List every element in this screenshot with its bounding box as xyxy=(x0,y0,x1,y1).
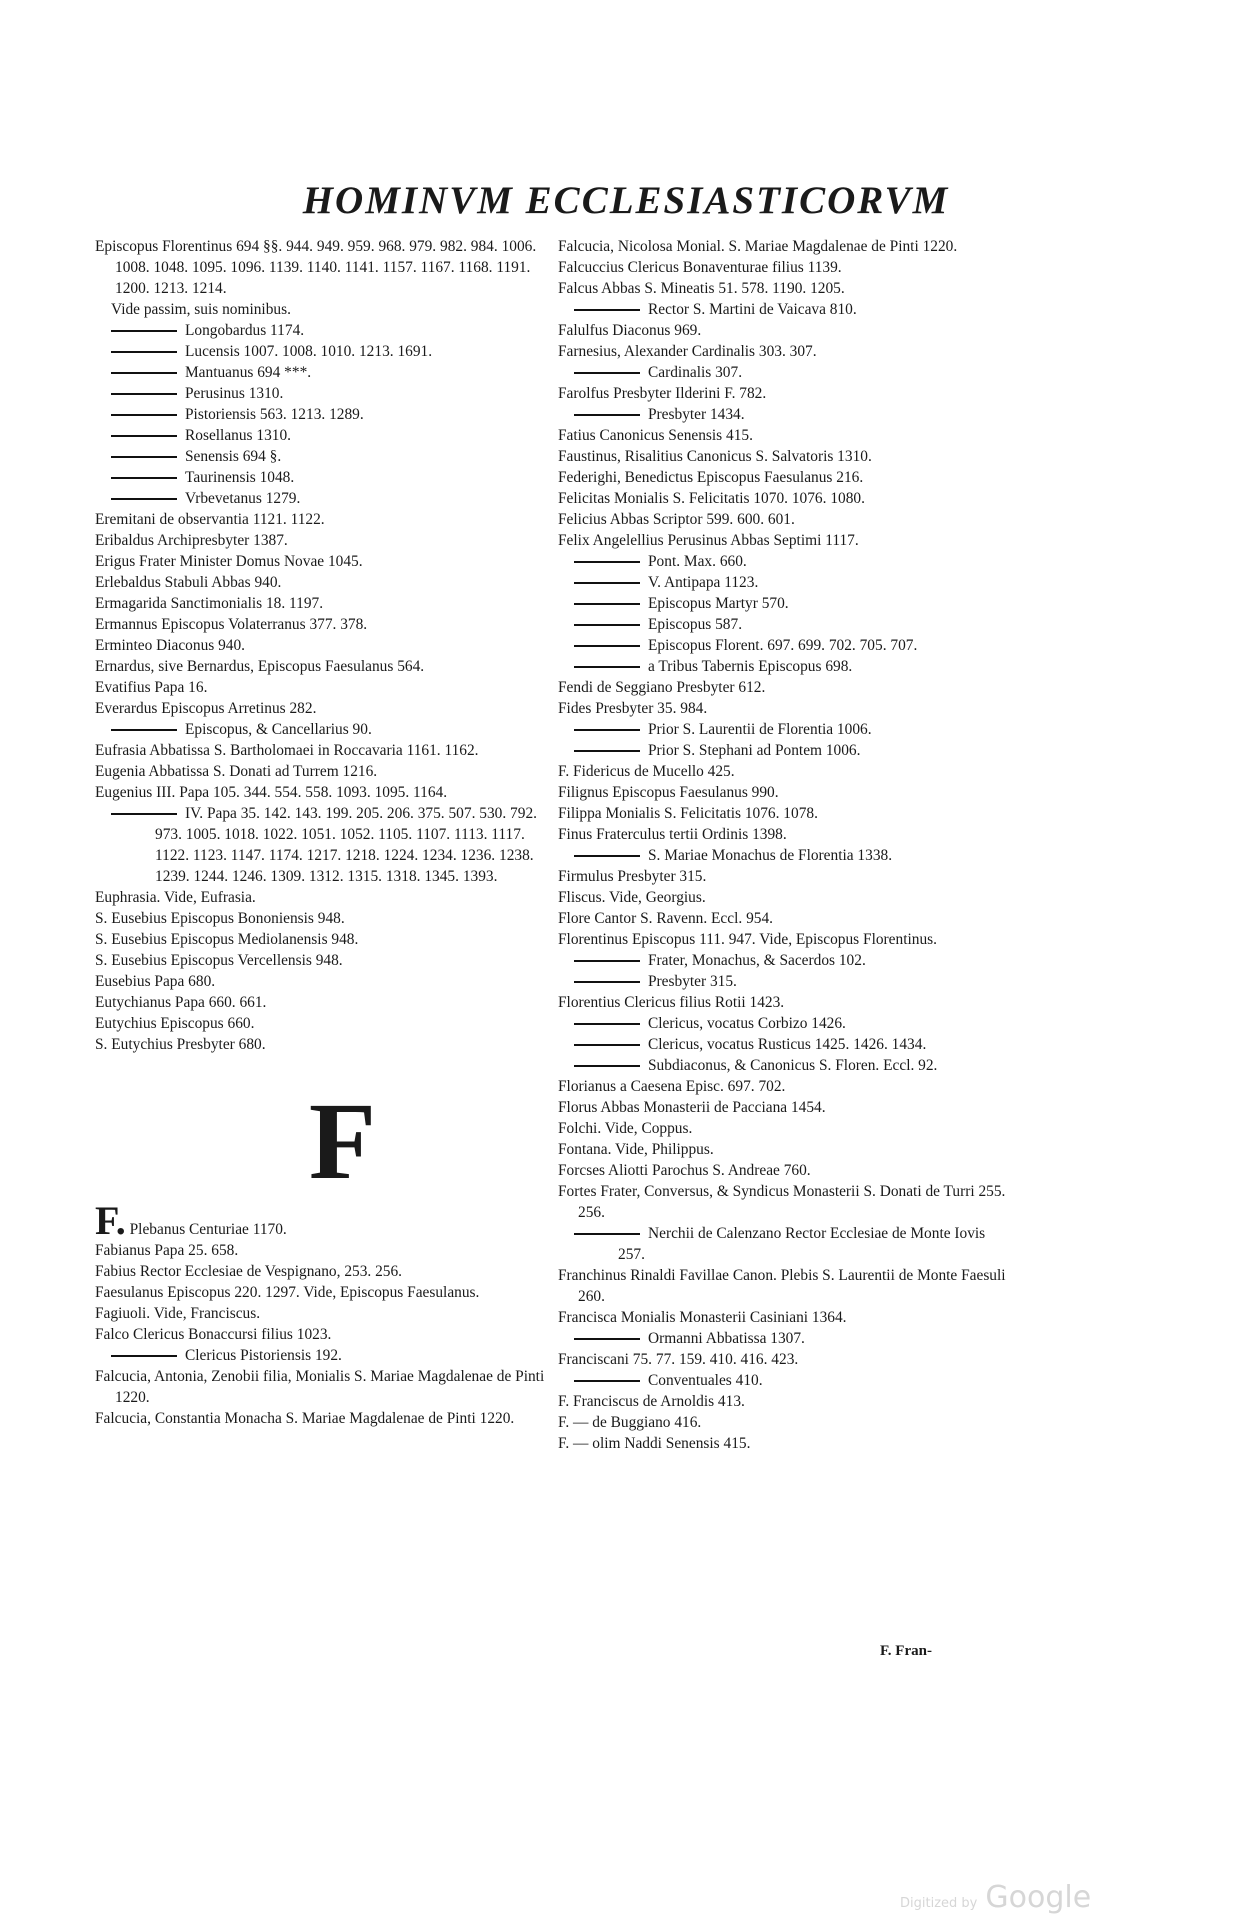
index-entry xyxy=(95,425,550,446)
index-entry xyxy=(558,572,1013,593)
f-first-entry-text: Plebanus Centuriae 1170. xyxy=(129,1221,287,1238)
repeat-dash xyxy=(574,624,640,626)
repeat-dash xyxy=(574,645,640,647)
right-entries xyxy=(558,236,1013,1454)
index-entry xyxy=(95,551,550,572)
entry-text: S. Eutychius Presbyter 680. xyxy=(95,1036,266,1053)
entry-text: Faustinus, Risalitius Canonicus S. Salvatoris 1310. xyxy=(558,448,872,465)
entry-text: Cardinalis 307. xyxy=(648,364,743,381)
index-entry xyxy=(95,383,550,404)
index-entry xyxy=(95,698,550,719)
repeat-dash xyxy=(111,414,177,416)
index-entry xyxy=(558,320,1013,341)
entry-text: Clericus, vocatus Corbizo 1426. xyxy=(648,1015,846,1032)
index-entry xyxy=(558,1223,1013,1265)
repeat-dash xyxy=(574,372,640,374)
index-entry xyxy=(558,740,1013,761)
entry-text: Franciscani 75. 77. 159. 410. 416. 423. xyxy=(558,1351,799,1368)
index-entry xyxy=(558,1118,1013,1139)
entry-text: Rosellanus 1310. xyxy=(185,427,292,444)
repeat-dash xyxy=(111,456,177,458)
entry-text: Evatifius Papa 16. xyxy=(95,679,208,696)
index-entry xyxy=(558,1328,1013,1349)
index-entry xyxy=(95,761,550,782)
index-entry xyxy=(558,614,1013,635)
index-entry xyxy=(558,362,1013,383)
index-entry xyxy=(558,1034,1013,1055)
entry-text: Eutychius Episcopus 660. xyxy=(95,1015,255,1032)
index-entry xyxy=(558,1076,1013,1097)
index-entry xyxy=(558,530,1013,551)
left-column xyxy=(95,236,550,1429)
entry-text: Federighi, Benedictus Episcopus Faesulanus 216. xyxy=(558,469,864,486)
index-entry xyxy=(558,1055,1013,1076)
entry-text: Falulfus Diaconus 969. xyxy=(558,322,702,339)
entry-text: Felix Angelellius Perusinus Abbas Septimi 1117. xyxy=(558,532,859,549)
entry-text: Presbyter 315. xyxy=(648,973,737,990)
index-entry xyxy=(558,950,1013,971)
entry-text: Pont. Max. 660. xyxy=(648,553,747,570)
repeat-dash xyxy=(574,1023,640,1025)
index-entry xyxy=(95,971,550,992)
repeat-dash xyxy=(574,960,640,962)
index-entry xyxy=(95,320,550,341)
entry-text: Farolfus Presbyter Ilderini F. 782. xyxy=(558,385,767,402)
index-entry xyxy=(95,1240,550,1261)
left-entries xyxy=(95,236,550,1055)
repeat-dash xyxy=(574,1380,640,1382)
entry-text: Clericus, vocatus Rusticus 1425. 1426. 1434. xyxy=(648,1036,927,1053)
entry-text: Falcus Abbas S. Mineatis 51. 578. 1190. 1205. xyxy=(558,280,845,297)
index-entry xyxy=(95,1261,550,1282)
index-entry xyxy=(95,1366,550,1408)
index-entry xyxy=(95,635,550,656)
entry-text: Prior S. Stephani ad Pontem 1006. xyxy=(648,742,861,759)
index-entry xyxy=(558,299,1013,320)
entry-text: Erminteo Diaconus 940. xyxy=(95,637,246,654)
index-entry xyxy=(95,299,550,320)
entry-text: Erlebaldus Stabuli Abbas 940. xyxy=(95,574,282,591)
repeat-dash xyxy=(574,582,640,584)
repeat-dash xyxy=(111,372,177,374)
index-entry xyxy=(95,908,550,929)
index-entry xyxy=(95,1408,550,1429)
entry-text: S. Mariae Monachus de Florentia 1338. xyxy=(648,847,893,864)
index-entry xyxy=(95,1034,550,1055)
index-entry xyxy=(558,824,1013,845)
repeat-dash xyxy=(111,729,177,731)
index-entry xyxy=(558,383,1013,404)
entry-text: Falco Clericus Bonaccursi filius 1023. xyxy=(95,1326,332,1343)
entry-text: Euphrasia. Vide, Eufrasia. xyxy=(95,889,256,906)
index-entry xyxy=(558,887,1013,908)
repeat-dash xyxy=(111,477,177,479)
repeat-dash xyxy=(111,813,177,815)
index-entry xyxy=(558,908,1013,929)
entry-text: Finus Fraterculus tertii Ordinis 1398. xyxy=(558,826,787,843)
index-entry xyxy=(558,929,1013,950)
entry-text: Eugenius III. Papa 105. 344. 554. 558. 1093. 1095. 1164. xyxy=(95,784,448,801)
entry-text: Episcopus Martyr 570. xyxy=(648,595,789,612)
entry-text: Eutychianus Papa 660. 661. xyxy=(95,994,267,1011)
entry-text: V. Antipapa 1123. xyxy=(648,574,759,591)
entry-text: Faesulanus Episcopus 220. 1297. Vide, Episcopus Faesulanus. xyxy=(95,1284,480,1301)
page-title: HOMINVM ECCLESIASTICORVM xyxy=(302,179,950,222)
index-entry xyxy=(558,719,1013,740)
index-entry xyxy=(558,278,1013,299)
repeat-dash xyxy=(574,729,640,731)
entry-text: Flore Cantor S. Ravenn. Eccl. 954. xyxy=(558,910,774,927)
repeat-dash xyxy=(574,309,640,311)
entry-text: Lucensis 1007. 1008. 1010. 1213. 1691. xyxy=(185,343,433,360)
index-entry xyxy=(95,236,550,299)
entry-text: Fides Presbyter 35. 984. xyxy=(558,700,708,717)
repeat-dash xyxy=(574,750,640,752)
index-entry xyxy=(95,677,550,698)
entry-text: Franchinus Rinaldi Favillae Canon. Plebis S. Laurentii de Monte Faesuli 260. xyxy=(558,1267,1006,1305)
entry-text: Pistoriensis 563. 1213. 1289. xyxy=(185,406,364,423)
repeat-dash xyxy=(574,1044,640,1046)
repeat-dash xyxy=(111,1355,177,1357)
index-entry xyxy=(558,1097,1013,1118)
index-entry xyxy=(95,614,550,635)
entry-text: Falcuccius Clericus Bonaventurae filius 1139. xyxy=(558,259,842,276)
entry-text: S. Eusebius Episcopus Bononiensis 948. xyxy=(95,910,345,927)
index-entry xyxy=(558,677,1013,698)
index-entry xyxy=(558,1370,1013,1391)
repeat-dash xyxy=(111,435,177,437)
index-entry xyxy=(95,1345,550,1366)
entry-text: Florentius Clericus filius Rotii 1423. xyxy=(558,994,785,1011)
repeat-dash xyxy=(111,351,177,353)
index-entry xyxy=(95,341,550,362)
entry-text: Ermagarida Sanctimonialis 18. 1197. xyxy=(95,595,324,612)
entry-text: Rector S. Martini de Vaicava 810. xyxy=(648,301,857,318)
index-entry xyxy=(558,467,1013,488)
index-entry xyxy=(558,1265,1013,1307)
repeat-dash xyxy=(574,1233,640,1235)
repeat-dash xyxy=(574,981,640,983)
repeat-dash xyxy=(111,498,177,500)
entry-text: Eugenia Abbatissa S. Donati ad Turrem 1216. xyxy=(95,763,378,780)
entry-text: Vide passim, suis nominibus. xyxy=(111,301,291,318)
entry-text: Perusinus 1310. xyxy=(185,385,284,402)
index-entry xyxy=(558,803,1013,824)
index-entry xyxy=(95,1013,550,1034)
index-entry xyxy=(95,719,550,740)
index-entry xyxy=(558,971,1013,992)
entry-text: Erigus Frater Minister Domus Novae 1045. xyxy=(95,553,363,570)
repeat-dash xyxy=(574,414,640,416)
catchword: F. Fran- xyxy=(880,1643,932,1659)
entry-text: Francisca Monialis Monasterii Casiniani 1364. xyxy=(558,1309,847,1326)
index-entry xyxy=(95,782,550,803)
repeat-dash xyxy=(574,855,640,857)
entry-text: Falcucia, Nicolosa Monial. S. Mariae Magdalenae de Pinti 1220. xyxy=(558,238,958,255)
entry-text: Fabianus Papa 25. 658. xyxy=(95,1242,239,1259)
index-entry xyxy=(558,425,1013,446)
index-entry xyxy=(95,950,550,971)
repeat-dash xyxy=(574,1065,640,1067)
entry-text: Falcucia, Constantia Monacha S. Mariae Magdalenae de Pinti 1220. xyxy=(95,1410,515,1427)
index-entry xyxy=(558,635,1013,656)
index-entry xyxy=(95,509,550,530)
entry-text: Conventuales 410. xyxy=(648,1372,763,1389)
entry-text: IV. Papa 35. 142. 143. 199. 205. 206. 375. 507. 530. 792. 973. 1005. 1018. 1022. 1051. 1052. 1105. 1107. 1113. 1117. 1122. 1123. 1147. 1174. 1217. 1218. 1224. 1234. 1236. 1238. 1239. 1244. 1246. 1309. 1312. 1315. 1318. 1345. 1393. xyxy=(155,805,537,885)
index-entry xyxy=(95,656,550,677)
entry-text: Fliscus. Vide, Georgius. xyxy=(558,889,706,906)
index-entry xyxy=(558,1433,1013,1454)
index-entry xyxy=(95,992,550,1013)
index-entry xyxy=(95,740,550,761)
section-letter: F xyxy=(308,1080,377,1202)
index-entry xyxy=(558,698,1013,719)
entry-text: Folchi. Vide, Coppus. xyxy=(558,1120,693,1137)
index-entry xyxy=(558,1013,1013,1034)
entry-text: Frater, Monachus, & Sacerdos 102. xyxy=(648,952,866,969)
entry-text: Farnesius, Alexander Cardinalis 303. 307. xyxy=(558,343,817,360)
index-entry xyxy=(558,761,1013,782)
index-entry xyxy=(95,467,550,488)
index-entry xyxy=(95,1282,550,1303)
index-entry xyxy=(95,593,550,614)
entry-text: Episcopus Florent. 697. 699. 702. 705. 707. xyxy=(648,637,918,654)
index-entry xyxy=(558,1181,1013,1223)
right-column xyxy=(558,236,1013,1454)
entry-text: Taurinensis 1048. xyxy=(185,469,295,486)
index-entry xyxy=(95,803,550,887)
entry-text: F. — de Buggiano 416. xyxy=(558,1414,702,1431)
index-entry xyxy=(558,782,1013,803)
entry-text: S. Eusebius Episcopus Mediolanensis 948. xyxy=(95,931,359,948)
index-entry xyxy=(95,1303,550,1324)
entry-text: Vrbevetanus 1279. xyxy=(185,490,301,507)
repeat-dash xyxy=(111,330,177,332)
watermark xyxy=(900,1880,1091,1915)
entry-text: Eufrasia Abbatissa S. Bartholomaei in Roccavaria 1161. 1162. xyxy=(95,742,479,759)
entry-text: Florus Abbas Monasterii de Pacciana 1454. xyxy=(558,1099,826,1116)
entry-text: Falcucia, Antonia, Zenobii filia, Monialis S. Mariae Magdalenae de Pinti 1220. xyxy=(95,1368,545,1406)
entry-text: F. Fidericus de Mucello 425. xyxy=(558,763,735,780)
entry-text: Fatius Canonicus Senensis 415. xyxy=(558,427,753,444)
entry-text: Filippa Monialis S. Felicitatis 1076. 1078. xyxy=(558,805,818,822)
index-entry xyxy=(95,887,550,908)
f-first-entry xyxy=(95,1198,550,1243)
entry-text: Everardus Episcopus Arretinus 282. xyxy=(95,700,317,717)
index-entry xyxy=(558,866,1013,887)
entry-text: Firmulus Presbyter 315. xyxy=(558,868,707,885)
index-entry xyxy=(558,1160,1013,1181)
index-entry xyxy=(558,656,1013,677)
entry-text: Felicius Abbas Scriptor 599. 600. 601. xyxy=(558,511,795,528)
entry-text: Eribaldus Archipresbyter 1387. xyxy=(95,532,288,549)
index-entry xyxy=(558,1412,1013,1433)
entry-text: Fendi de Seggiano Presbyter 612. xyxy=(558,679,766,696)
index-entry xyxy=(558,845,1013,866)
entry-text: a Tribus Tabernis Episcopus 698. xyxy=(648,658,853,675)
index-entry xyxy=(558,446,1013,467)
watermark-small: Digitized by xyxy=(900,1896,978,1911)
index-entry xyxy=(558,1391,1013,1412)
entry-text: Filignus Episcopus Faesulanus 990. xyxy=(558,784,779,801)
index-entry xyxy=(95,488,550,509)
entry-text: Clericus Pistoriensis 192. xyxy=(185,1347,342,1364)
entry-text: Senensis 694 §. xyxy=(185,448,282,465)
entry-text: Forcses Aliotti Parochus S. Andreae 760. xyxy=(558,1162,811,1179)
entry-text: Ormanni Abbatissa 1307. xyxy=(648,1330,805,1347)
index-entry xyxy=(558,488,1013,509)
index-entry xyxy=(558,1139,1013,1160)
watermark-large: Google xyxy=(985,1880,1092,1915)
entry-text: Florianus a Caesena Episc. 697. 702. xyxy=(558,1078,786,1095)
entry-text: Subdiaconus, & Canonicus S. Floren. Eccl. 92. xyxy=(648,1057,938,1074)
entry-text: Episcopus Florentinus 694 §§. 944. 949. 959. 968. 979. 982. 984. 1006. 1008. 1048. 1095. 1096. 1139. 1140. 1141. 1157. 1167. 1168. 1191. 1200. 1213. 1214. xyxy=(95,238,537,297)
repeat-dash xyxy=(574,666,640,668)
index-entry xyxy=(558,593,1013,614)
index-entry xyxy=(95,1324,550,1345)
index-entry xyxy=(95,530,550,551)
entry-text: Fabius Rector Ecclesiae de Vespignano, 253. 256. xyxy=(95,1263,403,1280)
entry-text: Episcopus 587. xyxy=(648,616,743,633)
entry-text: Mantuanus 694 ***. xyxy=(185,364,312,381)
entry-text: Florentinus Episcopus 111. 947. Vide, Episcopus Florentinus. xyxy=(558,931,937,948)
f-entries xyxy=(95,1240,550,1429)
index-entry xyxy=(558,236,1013,257)
dropcap: F. xyxy=(95,1198,126,1243)
index-entry xyxy=(95,446,550,467)
entry-text: Prior S. Laurentii de Florentia 1006. xyxy=(648,721,872,738)
repeat-dash xyxy=(111,393,177,395)
index-entry xyxy=(558,992,1013,1013)
entry-text: Fontana. Vide, Philippus. xyxy=(558,1141,714,1158)
entry-text: Fagiuoli. Vide, Franciscus. xyxy=(95,1305,261,1322)
entry-text: Eremitani de observantia 1121. 1122. xyxy=(95,511,325,528)
entry-text: S. Eusebius Episcopus Vercellensis 948. xyxy=(95,952,343,969)
entry-text: Episcopus, & Cancellarius 90. xyxy=(185,721,372,738)
entry-text: Felicitas Monialis S. Felicitatis 1070. 1076. 1080. xyxy=(558,490,865,507)
index-entry xyxy=(95,572,550,593)
entry-text: Longobardus 1174. xyxy=(185,322,305,339)
entry-text: Presbyter 1434. xyxy=(648,406,745,423)
index-entry xyxy=(558,551,1013,572)
index-entry xyxy=(558,1349,1013,1370)
entry-text: Ermannus Episcopus Volaterranus 377. 378. xyxy=(95,616,368,633)
entry-text: Ernardus, sive Bernardus, Episcopus Faesulanus 564. xyxy=(95,658,425,675)
entry-text: Nerchii de Calenzano Rector Ecclesiae de Monte Iovis 257. xyxy=(618,1225,986,1263)
entry-text: Eusebius Papa 680. xyxy=(95,973,216,990)
index-entry xyxy=(558,341,1013,362)
index-entry xyxy=(558,257,1013,278)
entry-text: F. — olim Naddi Senensis 415. xyxy=(558,1435,751,1452)
index-entry xyxy=(95,929,550,950)
repeat-dash xyxy=(574,1338,640,1340)
index-entry xyxy=(558,1307,1013,1328)
repeat-dash xyxy=(574,561,640,563)
entry-text: F. Franciscus de Arnoldis 413. xyxy=(558,1393,745,1410)
index-entry xyxy=(558,509,1013,530)
repeat-dash xyxy=(574,603,640,605)
index-entry xyxy=(95,362,550,383)
index-entry xyxy=(558,404,1013,425)
entry-text: Fortes Frater, Conversus, & Syndicus Monasterii S. Donati de Turri 255. 256. xyxy=(558,1183,1006,1221)
index-entry xyxy=(95,404,550,425)
